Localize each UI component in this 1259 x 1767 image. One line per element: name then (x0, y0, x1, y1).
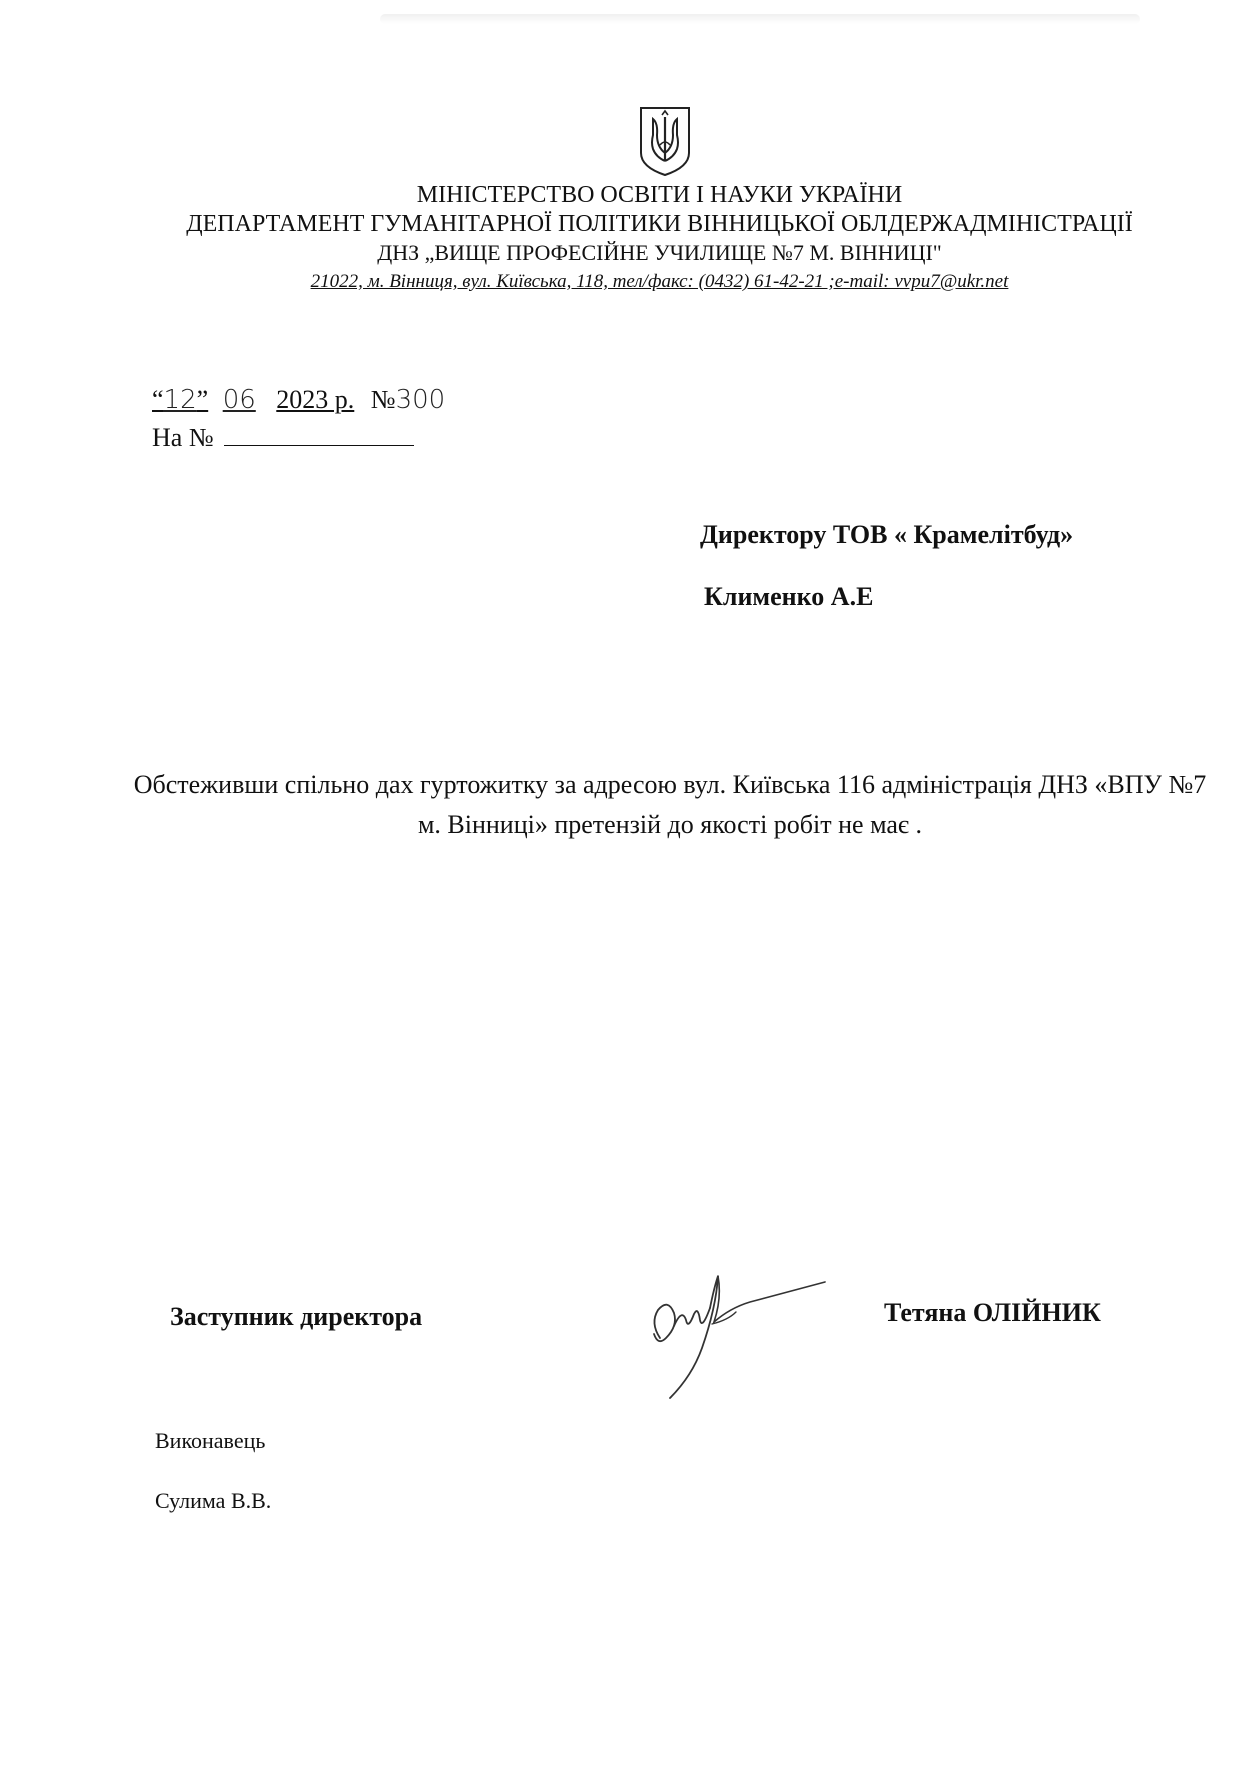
ministry-line: МІНІСТЕРСТВО ОСВІТИ І НАУКИ УКРАЇНИ (416, 182, 903, 208)
signatory-name: Тетяна ОЛІЙНИК (884, 1298, 1101, 1327)
outgoing-date-number (152, 385, 445, 415)
reference-blank (224, 423, 414, 446)
scan-shadow (380, 14, 1140, 24)
date-close-quote: ” (196, 385, 209, 414)
recipient-name: Клименко А.Е (704, 582, 874, 611)
date-day: 12 (163, 385, 197, 415)
department-line: ДЕПАРТАМЕНТ ГУМАНІТАРНОЇ ПОЛІТИКИ ВІННИЦЬКОЇ ОБЛДЕРЖАДМІНІСТРАЦІЇ (186, 211, 1133, 237)
executor-name: Сулима В.В. (155, 1488, 272, 1513)
reference-label: На № (152, 423, 214, 452)
handwritten-signature (640, 1268, 830, 1403)
recipient-position: Директору ТОВ « Крамелітбуд» (700, 520, 1074, 549)
reference-line (152, 423, 414, 453)
date-month: 06 (222, 385, 256, 415)
trident-emblem-icon (638, 105, 692, 177)
outgoing-number: 300 (395, 385, 446, 415)
signatory-title: Заступник директора (170, 1302, 423, 1331)
executor-label: Виконавець (155, 1428, 266, 1453)
address-line: 21022, м. Вінниця, вул. Київська, 118, тел/факс: (0432) 61-42-21 ;e-mail: vvpu7@ukr.net (310, 271, 1009, 292)
number-prefix: № (370, 385, 396, 414)
institution-line: ДНЗ „ВИЩЕ ПРОФЕСІЙНЕ УЧИЛИЩЕ №7 М. ВІННИЦІ" (377, 240, 942, 265)
date-open-quote: “ (152, 385, 164, 414)
letter-body: Обстеживши спільно дах гуртожитку за адресою вул. Київська 116 адміністрація ДНЗ «ВПУ №7 м. Вінниці» претензій до якості робіт не має . (133, 770, 1207, 839)
date-year: 2023 р. (276, 385, 355, 414)
